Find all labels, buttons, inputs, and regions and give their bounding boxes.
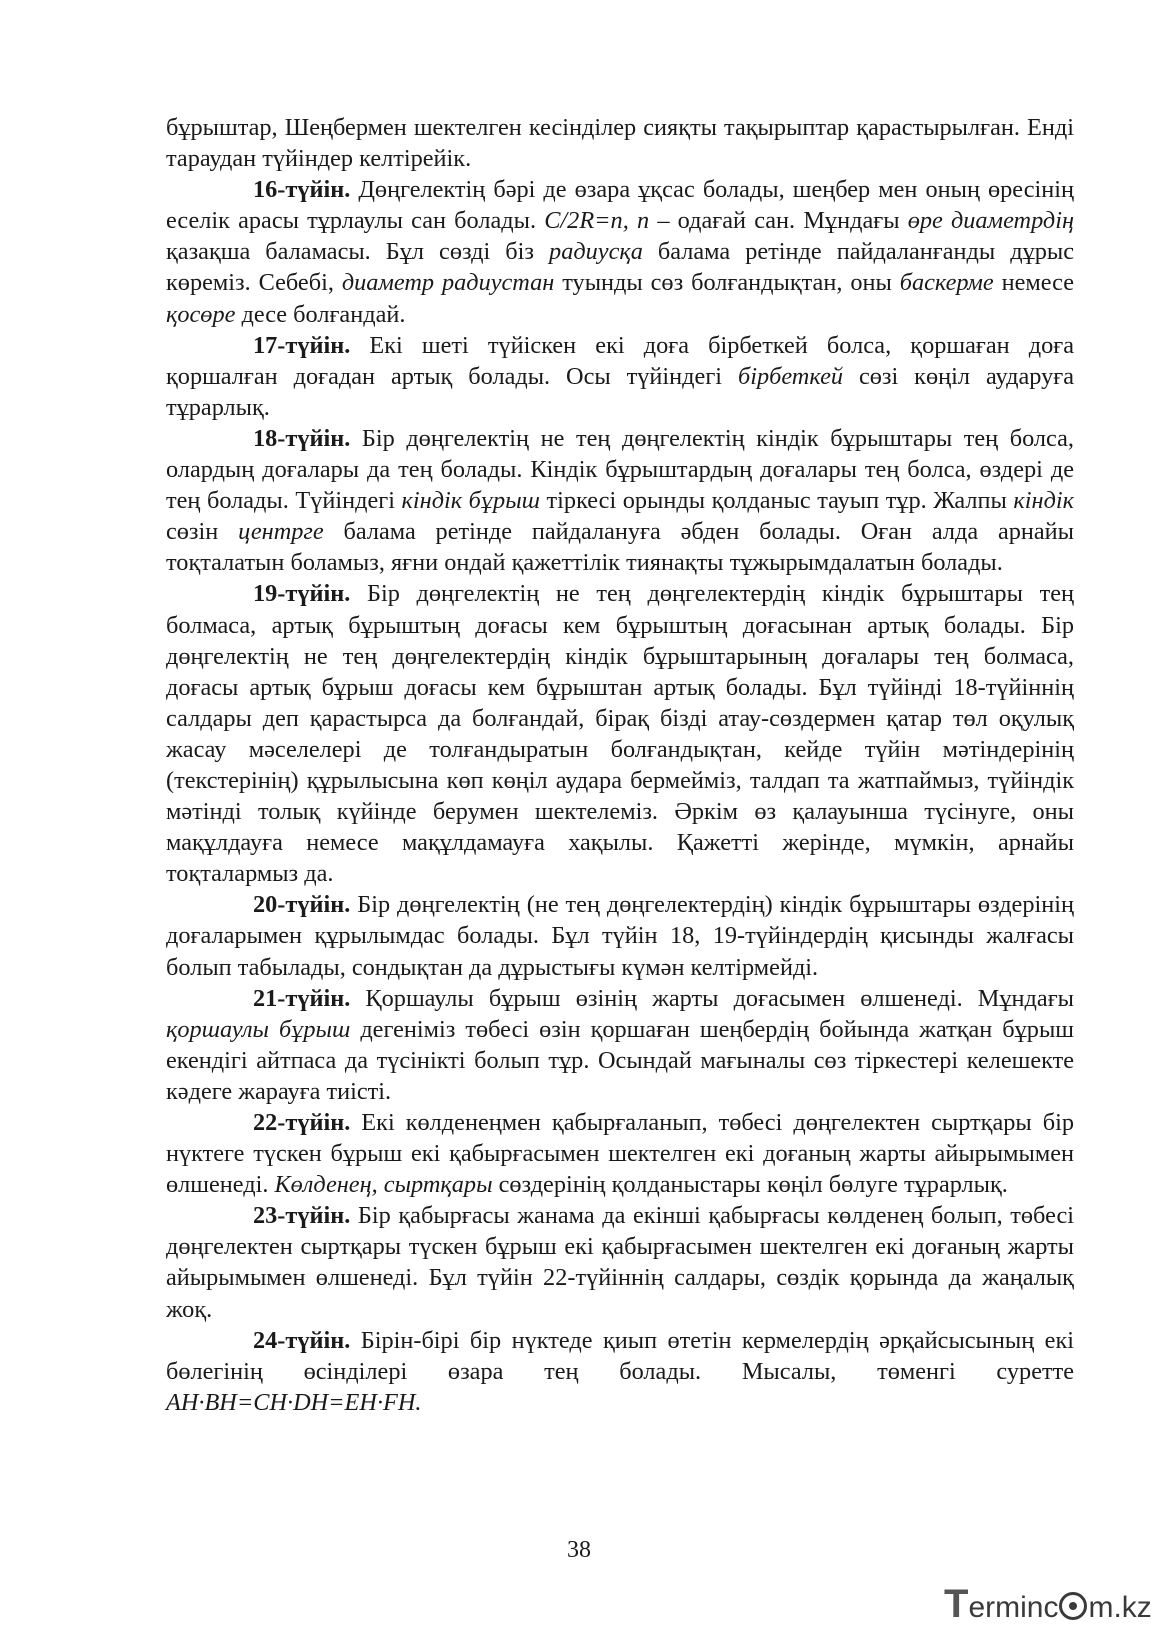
- text-run: балама ретінде пайдалануға әбден болады. Оған алда арнайы тоқталатын боламыз, яғни ондай қажеттілік тиянақты тұжырымдалатын болады.: [166, 518, 1075, 577]
- paragraph: [166, 983, 1074, 1107]
- node-heading: 16-түйін.: [253, 176, 351, 204]
- paragraph: [166, 889, 1074, 982]
- paragraph: [166, 112, 1074, 174]
- term-italic: n: [636, 207, 650, 235]
- term-italic: баскерме: [899, 269, 994, 297]
- text-run: Бір дөңгелектің (не тең дөңгелектердің) кіндік бұрыштары өздерінің доғаларымен құрылымдас болады. Бұл түйін 18, 19-түйіндердің қисынды жалғасы болып табылады, сондықтан да дұрыстығы күмән келтірмейді.: [166, 891, 1074, 981]
- page-number: 38: [567, 1537, 591, 1563]
- text-run: бұрыштар, Шеңбермен шектелген кесінділер сияқты тақырыптар қарастырылған. Енді тараудан түйіндер келтірейік.: [166, 114, 1074, 173]
- term-italic: AH·BH=CH·DH=EH·FH.: [166, 1388, 422, 1416]
- paragraph: [166, 174, 1074, 329]
- paragraph: [166, 1325, 1074, 1418]
- term-italic: радиусқа: [549, 238, 643, 266]
- text-run: Бір дөңгелектің не тең дөңгелектердің кіндік бұрыштары тең болмаса, артық бұрыштың доғасы кем бұрыштың доғасынан артық болады. Бір дөңгелектің не тең дөңгелектердің кіндік бұрыштарының доғалары тең болмаса, доғасы артық бұрыш доғасы кем бұрыштан артық болады. Бұл түйінді 18-түйіннің салдары деп қарастырса да болғандай, бірақ бізді атау-сөздермен қатар төл оқулық жасау мәселелері де толғандыратын болғандықтан, кейде түйін мәтіндерінің (текстерінің) құрылысына көп көңіл аудара бермейміз, талдап та жатпаймыз, түйіндік мәтінді толық күйінде берумен шектелеміз. Әркім өз қалауынша түсінуге, оны мақұлдауға немесе мақұлдамауға хақылы. Қажетті жерінде, мүмкін, арнайы тоқталармыз да.: [166, 580, 1074, 888]
- node-heading: 20-түйін.: [253, 891, 351, 919]
- term-italic: кіндік: [1013, 487, 1074, 515]
- text-run: сөзі көңіл аударуға тұрарлық.: [166, 362, 1074, 421]
- paragraph: [166, 423, 1074, 578]
- term-italic: кіндік бұрыш: [401, 487, 540, 515]
- logo-letter: T: [944, 1582, 969, 1626]
- text-run: немесе: [993, 269, 1074, 297]
- node-heading: 21-түйін.: [253, 984, 351, 1012]
- term-italic: қоршаулы бұрыш: [166, 1015, 351, 1043]
- node-heading: 23-түйін.: [253, 1202, 351, 1230]
- text-run: – одағай сан. Мұндағы: [649, 207, 908, 235]
- node-heading: 22-түйін.: [253, 1109, 351, 1136]
- term-italic: C/2R=n,: [544, 207, 629, 235]
- text-run: дегеніміз төбесі өзін қоршаған шеңбердің бойында жатқан бұрыш екендігі айтпаса да түсінікті болып тұр. Осындай мағыналы сөз тіркестері келешекте кәдеге жарауға тиісті.: [166, 1015, 1074, 1105]
- text-run: Екі шеті түйіскен екі доға бірбеткей болса, қоршаған доға қоршалған доғадан артық болады. Осы түйіндегі: [166, 331, 1074, 390]
- text-run: Қоршаулы бұрыш өзінің жарты доғасымен өлшенеді. Мұндағы: [350, 984, 1074, 1012]
- text-run: Екі көлденеңмен қабырғаланып, төбесі дөңгелектен сыртқары бір нүктеге түскен бұрыш екі қабырғасымен шектелген екі доғаның жарты айырымымен өлшенеді.: [166, 1109, 1074, 1199]
- logo-domain: m.kz: [1088, 1591, 1152, 1624]
- paragraph: [166, 1107, 1074, 1200]
- term-italic: Көлденең, сыртқары: [274, 1171, 493, 1199]
- text-run: туынды сөз болғандықтан, оны: [554, 269, 900, 297]
- node-heading: 24-түйін.: [253, 1326, 351, 1354]
- term-italic: бірбеткей: [737, 362, 844, 390]
- term-italic: центрге: [238, 518, 324, 546]
- paragraph: [166, 578, 1074, 889]
- term-italic: өре диаметрдің: [907, 207, 1074, 235]
- paragraph: [166, 330, 1074, 423]
- term-italic: диаметр радиустан: [341, 269, 555, 297]
- paragraph: [166, 1200, 1074, 1324]
- text-run: Бір дөңгелектің не тең дөңгелектің кіндік бұрыштары тең болса, олардың доғалары да тең болады. Кіндік бұрыштардың доғалары тең болса, өздері де тең болады. Түйіндегі: [166, 424, 1074, 515]
- text-run: тіркесі орынды қолданыс тауып тұр. Жалпы: [540, 487, 1014, 515]
- text-run: балама ретінде пайдаланғанды дұрыс көреміз. Себебі,: [166, 238, 1074, 297]
- text-run: десе болғандай.: [235, 300, 406, 328]
- node-heading: 18-түйін.: [253, 424, 351, 452]
- text-run: [629, 207, 637, 234]
- logo-circle-icon: [1059, 1592, 1087, 1620]
- text-run: Дөңгелектің бәрі де өзара ұқсас болады, шеңбер мен оның өресінің еселік арасы тұрлаулы сан болады.: [166, 176, 1074, 235]
- node-heading: 19-түйін.: [253, 580, 351, 608]
- logo-text: erminc: [968, 1591, 1059, 1624]
- text-run: сөзін: [166, 518, 239, 546]
- text-run: Бір қабырғасы жанама да екінші қабырғасы көлденең болып, төбесі дөңгелектен сыртқары түскен бұрыш екі қабырғасымен шектелген екі доғаның жарты айырымымен өлшенеді. Бұл түйін 22-түйіннің салдары, сөздік қорында да жаңалық жоқ.: [166, 1202, 1074, 1323]
- text-run: сөздерінің қолданыстары көңіл бөлуге тұрарлық.: [492, 1171, 1008, 1199]
- node-heading: 17-түйін.: [253, 331, 351, 359]
- term-italic: қосөре: [166, 300, 236, 328]
- text-run: қазақша баламасы. Бұл сөзді біз: [166, 238, 550, 266]
- text-run: Бірін-бірі бір нүктеде қиып өтетін кермелердің әрқайсысының екі бөлегінің өсінділері өзара тең болады. Мысалы, төменгі суретте: [166, 1326, 1074, 1385]
- termincom-logo: [944, 1582, 1152, 1626]
- document-body: [166, 112, 1074, 1418]
